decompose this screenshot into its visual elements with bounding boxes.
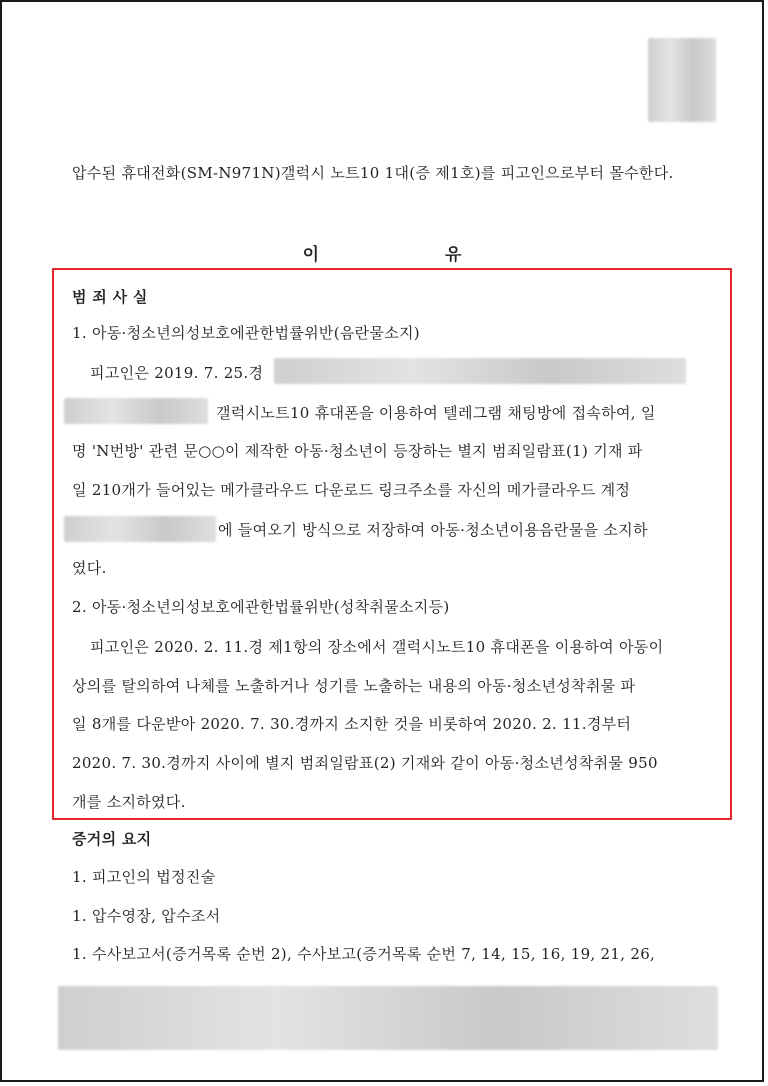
item1-line-3: 명 'N번방' 관련 문○○이 제작한 아동·청소년이 등장하는 별지 범죄일람표(1) 기재 파: [72, 442, 643, 460]
evidence-heading: 증거의 요지: [72, 830, 152, 848]
item1-line-5: 에 들여오기 방식으로 저장하여 아동·청소년이용음란물을 소지하: [218, 521, 648, 539]
redacted-footer: [58, 986, 718, 1050]
redacted-stamp: [648, 38, 716, 122]
item2-line-5: 개를 소지하였다.: [72, 793, 186, 811]
item2-title: 2. 아동·청소년의성보호에관한법률위반(성착취물소지등): [72, 598, 450, 616]
item2-line-2: 상의를 탈의하여 나체를 노출하거나 성기를 노출하는 내용의 아동·청소년성착취물 파: [72, 677, 636, 695]
redacted-location-2: [64, 398, 208, 424]
evidence-item-2: 1. 압수영장, 압수조서: [72, 907, 221, 925]
item1-line-6: 였다.: [72, 559, 107, 577]
evidence-item-1: 1. 피고인의 법정진술: [72, 868, 216, 886]
crime-facts-heading: 범 죄 사 실: [72, 288, 148, 306]
item1-line-2: 갤럭시노트10 휴대폰을 이용하여 텔레그램 채팅방에 접속하여, 일: [216, 404, 656, 422]
confiscation-order: 압수된 휴대전화(SM-N971N)갤럭시 노트10 1대(증 제1호)를 피고인으로부터 몰수한다.: [72, 164, 674, 182]
item2-line-1: 피고인은 2020. 2. 11.경 제1항의 장소에서 갤럭시노트10 휴대폰을 이용하여 아동이: [90, 638, 664, 656]
reason-title: 이 유: [302, 245, 522, 265]
item1-line-1: 피고인은 2019. 7. 25.경: [90, 364, 264, 382]
redacted-account: [64, 516, 216, 542]
item2-line-3: 일 8개를 다운받아 2020. 7. 30.경까지 소지한 것을 비롯하여 2020. 2. 11.경부터: [72, 715, 632, 733]
item2-line-4: 2020. 7. 30.경까지 사이에 별지 범죄일람표(2) 기재와 같이 아동·청소년성착취물 950: [72, 754, 658, 772]
crime-facts-highlight-box: [52, 268, 732, 820]
redacted-location-1: [274, 358, 686, 384]
item1-line-4: 일 210개가 들어있는 메가클라우드 다운로드 링크주소를 자신의 메가클라우드 계정: [72, 481, 631, 499]
item1-title: 1. 아동·청소년의성보호에관한법률위반(음란물소지): [72, 324, 420, 342]
evidence-item-3: 1. 수사보고서(증거목록 순번 2), 수사보고(증거목록 순번 7, 14, 15, 16, 19, 21, 26,: [72, 945, 656, 963]
